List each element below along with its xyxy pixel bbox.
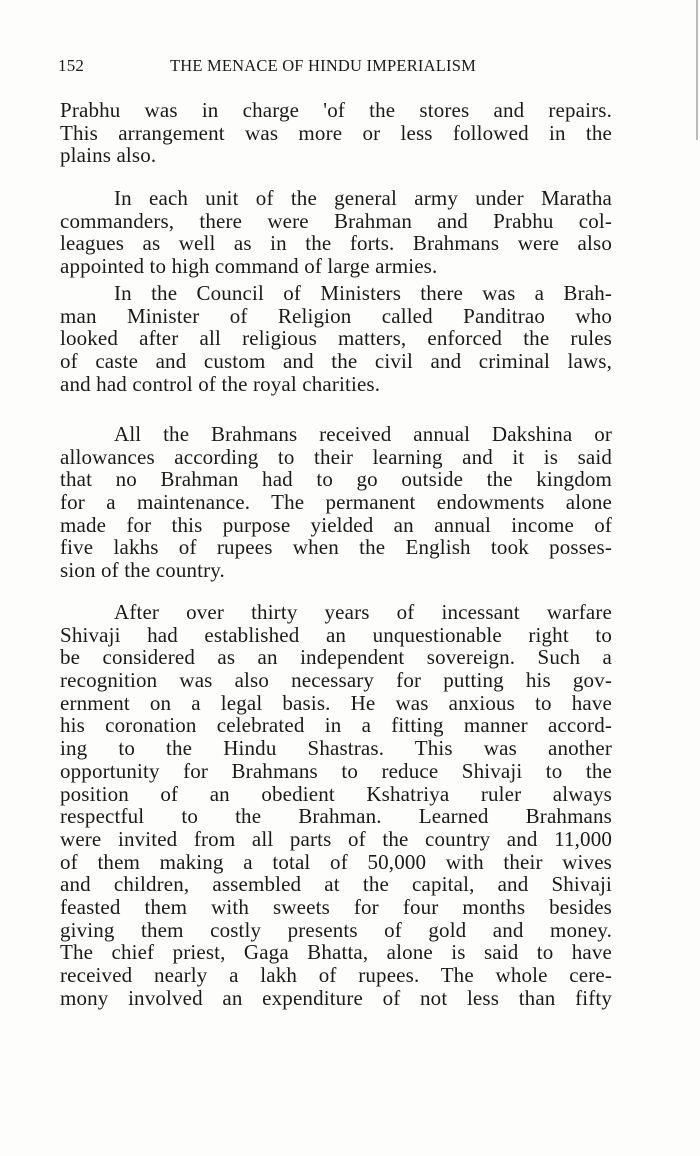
paragraph — [60, 282, 612, 395]
text-line: man Minister of Religion called Panditrao who — [60, 303, 612, 328]
text-line: made for this purpose yielded an annual income of — [60, 512, 612, 537]
page-edge-shadow — [696, 0, 698, 140]
text-line: ernment on a legal basis. He was anxious to have — [60, 690, 612, 715]
paragraph — [60, 187, 612, 278]
text-line: position of an obedient Kshatriya ruler always — [60, 781, 612, 806]
text-line: looked after all religious matters, enforced the rules — [60, 326, 612, 351]
text-line: In the Council of Ministers there was a Brah- — [114, 281, 612, 305]
text-line: giving them costly presents of gold and money. — [60, 917, 612, 942]
text-line: mony involved an expenditure of not less than fifty — [60, 985, 612, 1010]
text-line: Prabhu was in charge 'of the stores and repairs. — [60, 98, 612, 122]
text-line: that no Brahman had to go outside the kingdom — [60, 467, 612, 492]
text-line: leagues as well as in the forts. Brahmans were also — [60, 231, 612, 256]
text-line: and children, assembled at the capital, and Shivaji — [60, 872, 612, 897]
paragraph — [60, 99, 612, 167]
text-line: received nearly a lakh of rupees. The whole cere- — [60, 963, 612, 987]
page-number: 152 — [58, 56, 85, 75]
paragraph — [60, 423, 612, 582]
text-line: for a maintenance. The permanent endowments alone — [60, 490, 612, 515]
text-line: five lakhs of rupees when the English took posses- — [60, 535, 612, 560]
running-title: THE MENACE OF HINDU IMPERIALISM — [170, 56, 476, 75]
text-line: This arrangement was more or less followed in the — [60, 120, 612, 145]
text-line: sion of the country. — [60, 558, 225, 583]
text-line: appointed to high command of large armies. — [60, 254, 438, 279]
text-line: The chief priest, Gaga Bhatta, alone is said to have — [60, 940, 612, 965]
text-line: Shivaji had established an unquestionable right to — [60, 622, 612, 647]
text-line: In each unit of the general army under Maratha — [114, 186, 612, 210]
paragraph — [60, 601, 612, 1009]
text-line: be considered as an independent sovereign. Such a — [60, 645, 612, 670]
text-line: plains also. — [60, 143, 157, 168]
text-line: commanders, there were Brahman and Prabhu col- — [60, 208, 612, 233]
text-line: allowances according to their learning and it is said — [60, 444, 612, 469]
text-line: feasted them with sweets for four months besides — [60, 894, 612, 919]
text-line: of caste and custom and the civil and criminal laws, — [60, 349, 612, 374]
text-line: opportunity for Brahmans to reduce Shivaji to the — [60, 758, 612, 783]
text-line: his coronation celebrated in a fitting manner accord- — [60, 713, 612, 738]
text-line: respectful to the Brahman. Learned Brahmans — [60, 804, 612, 829]
text-line: After over thirty years of incessant warfare — [114, 600, 612, 624]
text-line: All the Brahmans received annual Dakshina or — [114, 422, 612, 446]
text-line: recognition was also necessary for putting his gov- — [60, 668, 612, 693]
text-line: were invited from all parts of the country and 11,000 — [60, 826, 612, 851]
text-line: ing to the Hindu Shastras. This was another — [60, 736, 612, 761]
text-line: and had control of the royal charities. — [60, 371, 381, 396]
text-line: of them making a total of 50,000 with their wives — [60, 849, 612, 874]
